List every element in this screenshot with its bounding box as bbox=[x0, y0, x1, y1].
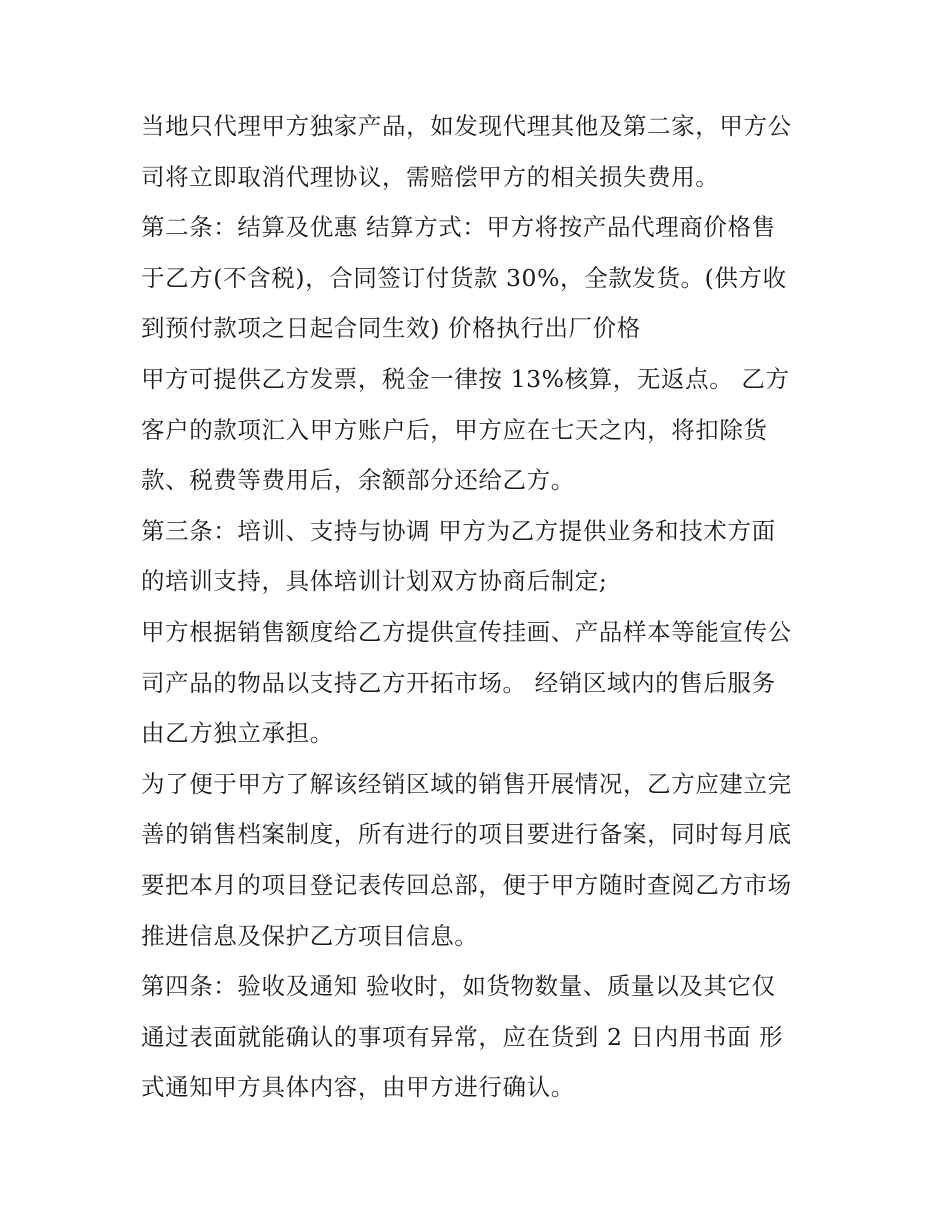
text-line: 第四条：验收及通知 验收时，如货物数量、质量以及其它仅 bbox=[141, 972, 776, 1001]
text-line: 推进信息及保护乙方项目信息。 bbox=[141, 921, 479, 950]
text-line: 第二条：结算及优惠 结算方式：甲方将按产品代理商价格售 bbox=[141, 213, 776, 242]
text-line: 通过表面就能确认的事项有异常，应在货到 2 日内用书面 形 bbox=[141, 1022, 784, 1051]
text-line: 当地只代理甲方独家产品，如发现代理其他及第二家，甲方公 bbox=[141, 112, 792, 140]
text-line: 司产品的物品以支持乙方开拓市场。 经销区域内的售后服务 bbox=[141, 668, 776, 697]
text-line: 客户的款项汇入甲方账户后，甲方应在七天之内，将扣除货 bbox=[141, 415, 768, 444]
text-line: 善的销售档案制度，所有进行的项目要进行备案，同时每月底 bbox=[141, 820, 792, 849]
text-line: 到预付款项之日起合同生效) 价格执行出厂价格 bbox=[141, 314, 641, 343]
text-line: 于乙方(不含税)，合同签订付货款 30%，全款发货。(供方收 bbox=[141, 263, 787, 292]
text-line: 甲方可提供乙方发票，税金一律按 13%核算，无返点。 乙方 bbox=[141, 364, 790, 393]
text-line: 的培训支持，具体培训计划双方协商后制定; bbox=[141, 567, 608, 596]
text-line: 第三条：培训、支持与协调 甲方为乙方提供业务和技术方面 bbox=[141, 516, 776, 545]
text-line: 甲方根据销售额度给乙方提供宣传挂画、产品样本等能宣传公 bbox=[141, 617, 792, 646]
text-line: 要把本月的项目登记表传回总部，便于甲方随时查阅乙方市场 bbox=[141, 870, 792, 899]
text-line: 式通知甲方具体内容，由甲方进行确认。 bbox=[141, 1073, 575, 1102]
text-line: 为了便于甲方了解该经销区域的销售开展情况，乙方应建立完 bbox=[141, 769, 792, 798]
text-line: 由乙方独立承担。 bbox=[141, 719, 334, 748]
text-line: 款、税费等费用后，余额部分还给乙方。 bbox=[141, 466, 575, 495]
text-line: 司将立即取消代理协议，需赔偿甲方的相关损失费用。 bbox=[141, 162, 720, 191]
document-body bbox=[141, 101, 831, 1113]
